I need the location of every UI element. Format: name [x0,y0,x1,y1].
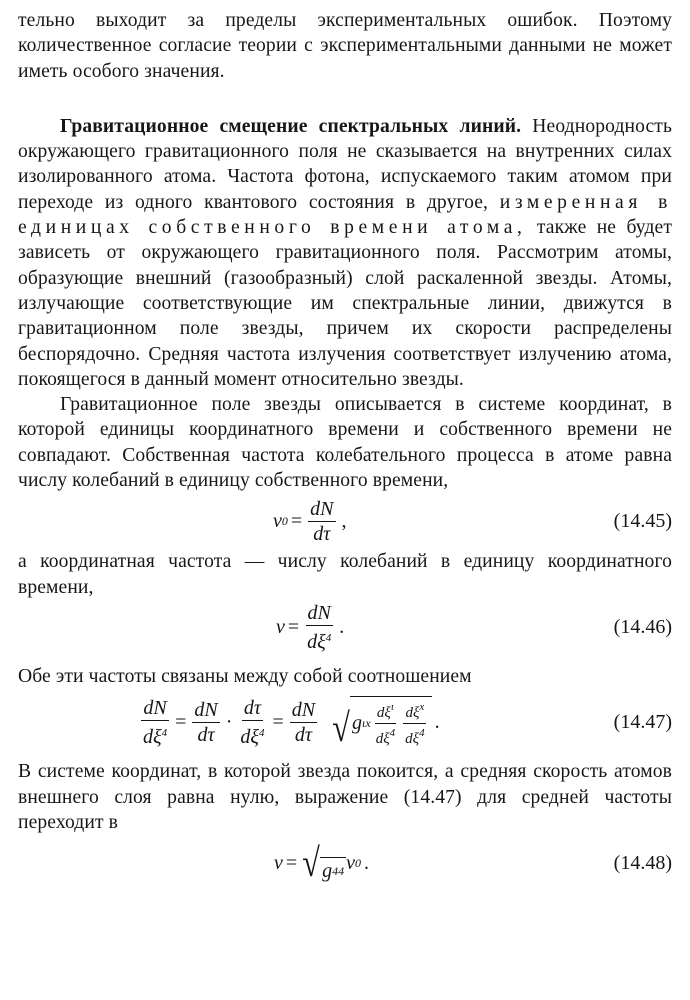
section-heading: Гравитационное смещение спектральных линий. [60,115,522,137]
section-spaced-text: измеренная в единицах собственного времени атома, [18,191,672,239]
eq1-numerator: dN [310,497,334,520]
eq4-number: (14.48) [613,851,672,874]
equation-14-47 [18,689,672,755]
eq4-radical-sign: √ [302,840,320,886]
paragraph-2: Гравитационное поле звезды описывается в системе координат, в которой единицы координатного времени и собственного времени не совпадают. Собственная частота колебательного процесса в атоме равна числу колебаний в единицу собственного времени, [18,394,672,492]
eq4-lhs: ν [274,851,283,874]
page [18,8,672,891]
eq2-numerator: dN [307,602,331,625]
eq4-equals: = [285,851,298,874]
eq1-number: (14.45) [613,509,672,532]
eq1-equals: = [290,509,303,532]
eq3-frac-2: $\frac{dN}{d\tau}$ [194,698,218,746]
eq3-trail: . [434,710,440,733]
eq2-lhs: ν [276,616,285,639]
paragraph-3: а координатная частота — числу колебаний в единицу координатного времени, [18,551,672,598]
paragraph-5: В системе координат, в которой звезда покоится, а средняя скорость атомов внешнего слоя равна нулю, выражение (14.47) для средней частоты переходит в [18,761,672,833]
eq2-denominator: $d\xi^4$ [307,631,332,654]
eq2-equals: = [287,616,300,639]
eq3-sqrt [330,696,432,751]
equation-14-45 [18,493,672,549]
eq1-fraction [308,498,335,545]
eq3-equals-1: = [175,710,187,733]
eq1-denominator: dτ [313,522,331,545]
paragraph-4: Обе эти частоты связаны между собой соотношением [18,665,472,687]
eq3-frac-6: $\frac{d\xi^х}{d\xi^4}$ [405,701,425,748]
eq3-frac-5: $\frac{d\xi^\iota}{d\xi^4}$ [375,701,396,748]
eq3-frac-1: $\frac{dN}{d\xi^4}$ [143,696,168,748]
eq3-frac-4: $\frac{dN}{d\tau}$ [291,698,316,746]
eq4-sqrt [300,840,346,886]
eq3-equals-2: = [272,710,284,733]
equation-14-46 [18,600,672,656]
section-text-b: также не будет зависеть от окружающего гравитационного поля. Рассмотрим атомы, образующие внешний (газообразный) слой раскаленной звезды. Атомы, излучающие соответствующие им спектральные линии, движутся в гравитационном поле звезды, причем их скорости распределены беспорядочно. Средняя частота излучения соответствует излучению атома, покоящегося в данный момент относительно звезды. [18,217,672,390]
eq3-radicand: g ιх $\frac{d\xi^\iota}{d\xi^4}$ $\frac{d\xi^х}{d\xi^4}$ [350,696,432,748]
section-gap [18,84,672,114]
equation-14-48 [18,835,672,891]
eq2-number: (14.46) [613,616,672,639]
eq3-frac-3: $\frac{d\tau}{d\xi^4}$ [240,696,265,748]
eq3-number: (14.47) [613,710,672,733]
eq1-lhs-sub: 0 [281,513,288,528]
eq2-trail: . [339,616,345,639]
eq3-dot: · [225,710,233,733]
eq3-radical-sign: √ [332,705,350,751]
section-text-a: Неоднородность окружающего гравитационного поля не сказывается на внутренних силах изолированного атома. Частота фотона, испускаемого таким атомом при переходе из одного квантового состояния в другое, [18,115,672,213]
eq4-radicand: g 44 [320,857,346,883]
eq1-lhs: ν [273,509,282,532]
eq4-nu-sub: 0 [355,855,362,870]
section-paragraph [18,114,672,392]
eq1-trail: , [341,509,347,532]
paragraph-top: тельно выходит за пределы экспериментальных ошибок. Поэтому количественное согласие теории с экспериментальными данными не может иметь особого значения. [18,10,672,82]
eq2-fraction [305,602,333,653]
eq4-nu: ν [346,851,356,874]
eq4-trail: . [364,851,370,874]
